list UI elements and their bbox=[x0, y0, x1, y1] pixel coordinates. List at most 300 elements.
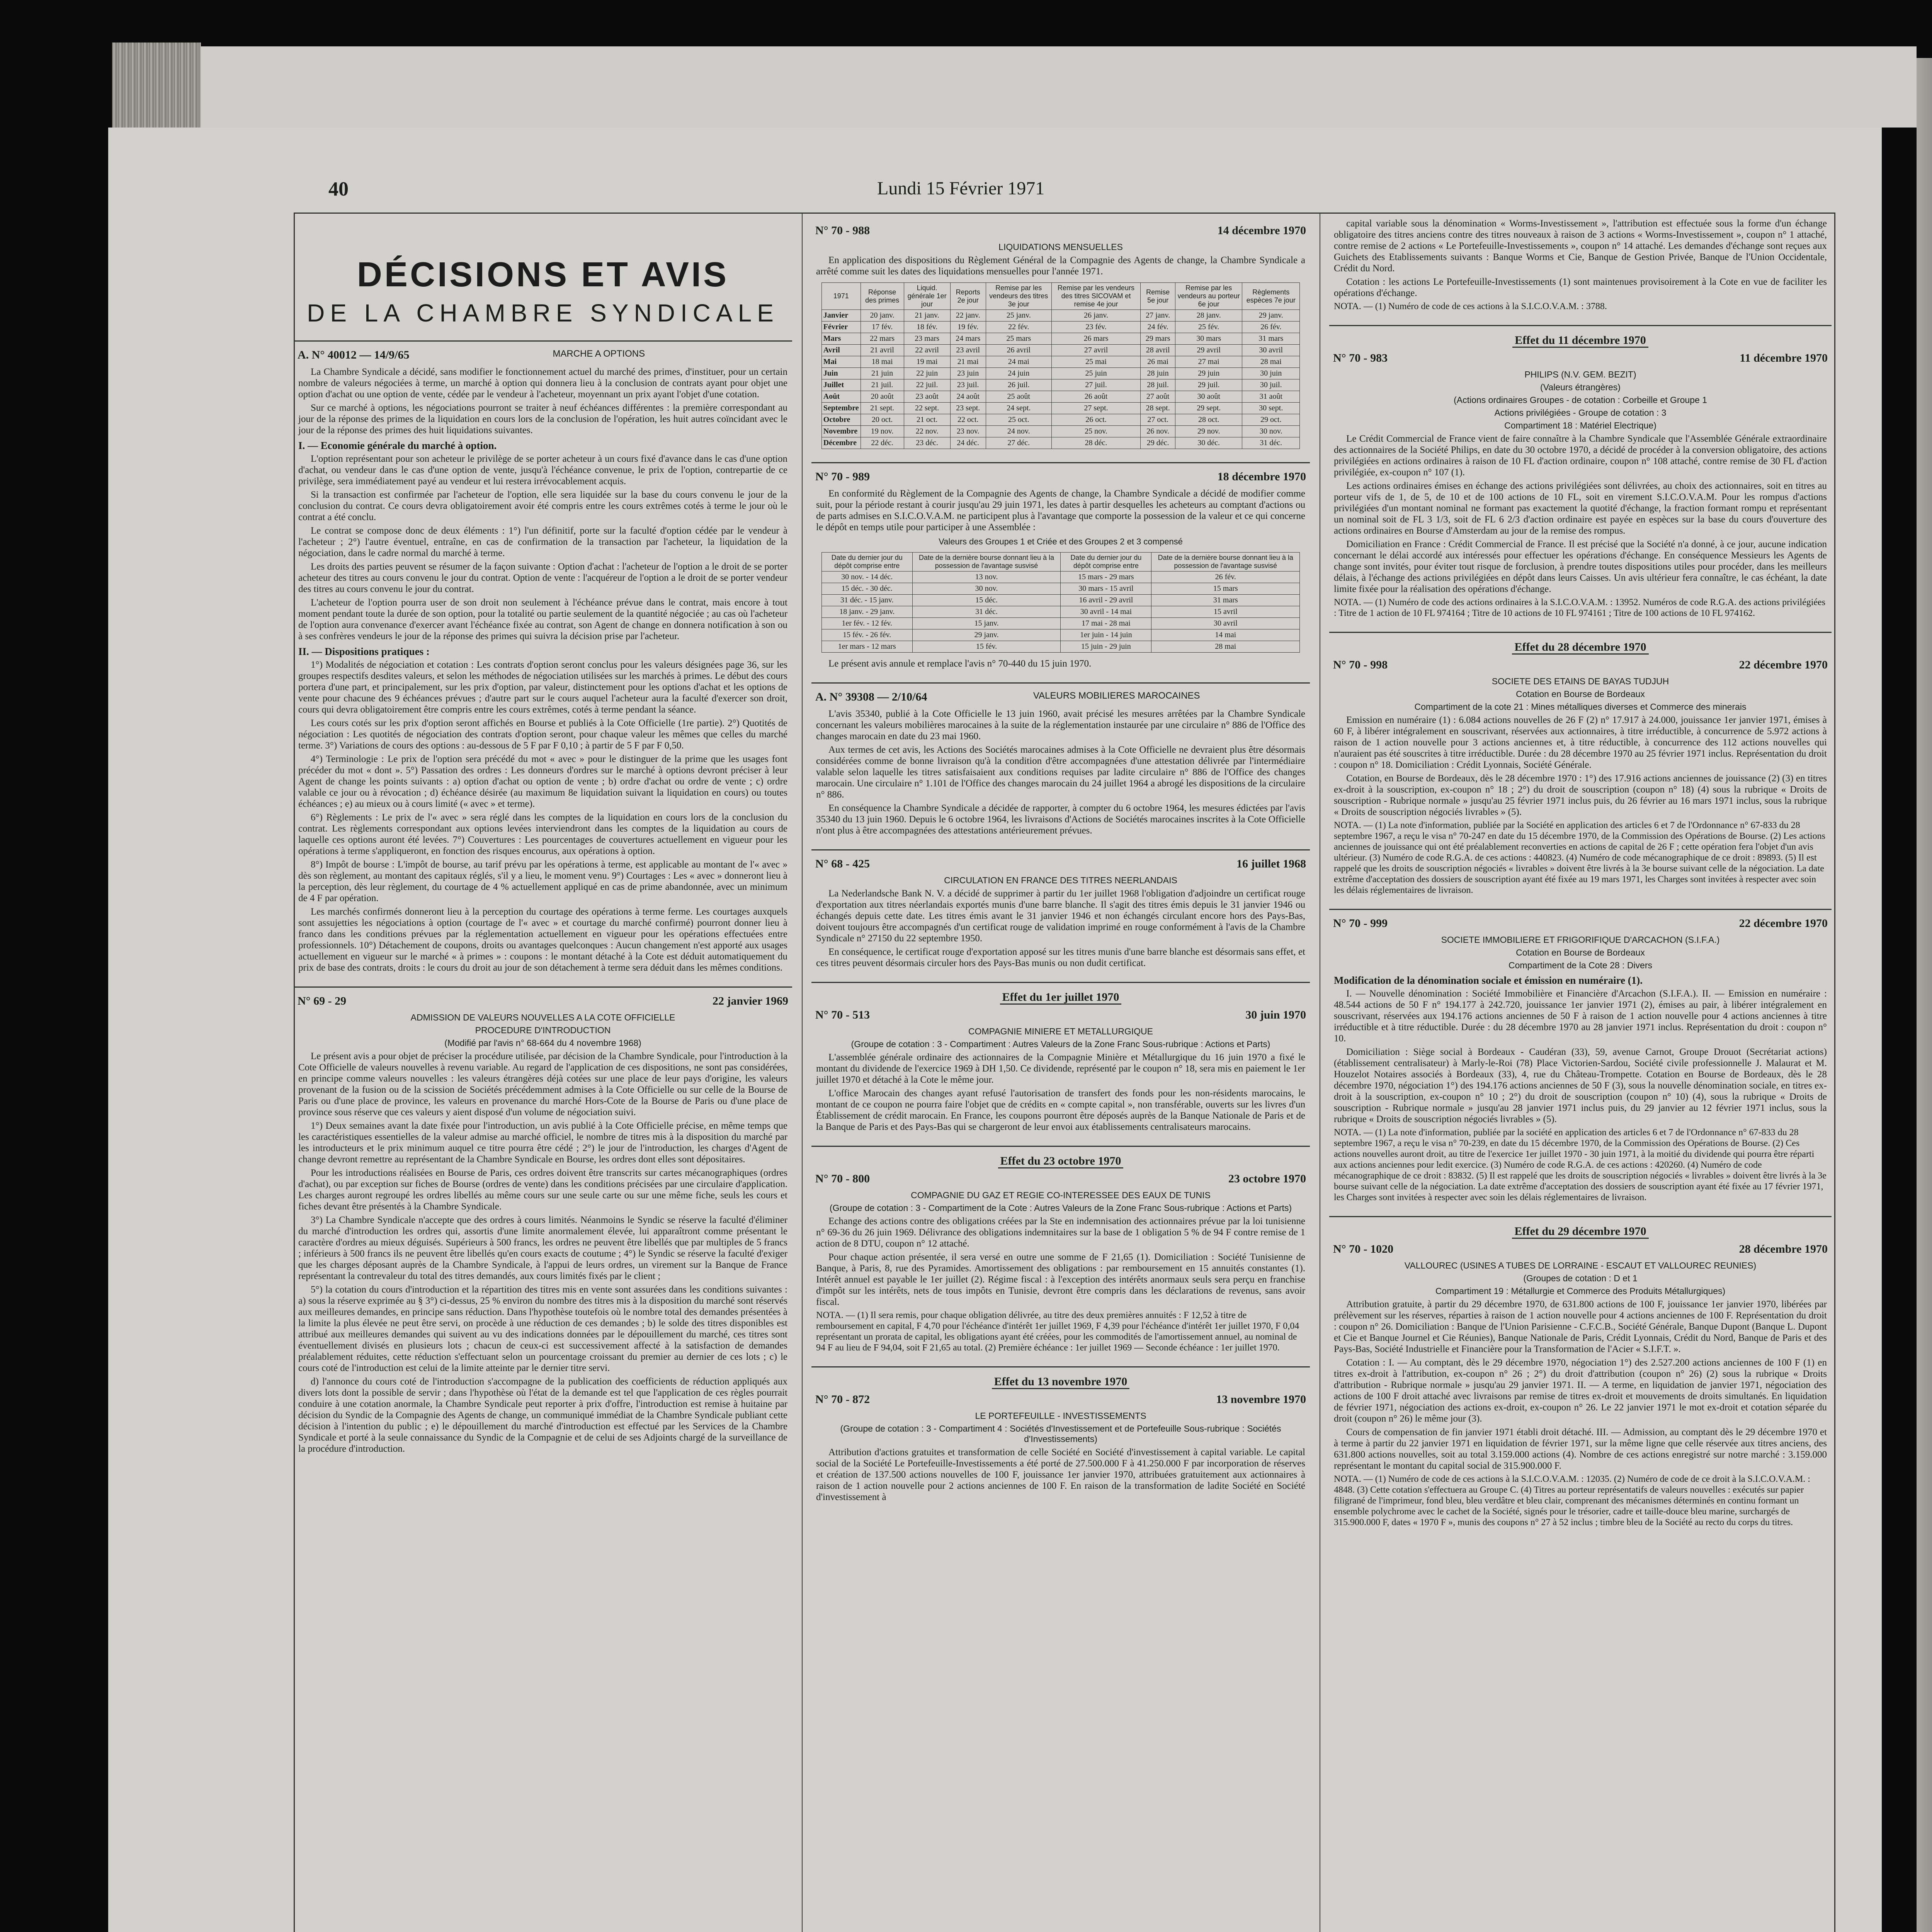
table-cell: 24 mars bbox=[950, 333, 986, 345]
table-cell: 24 mai bbox=[986, 356, 1051, 368]
table-cell: Juillet bbox=[821, 379, 861, 391]
table-row bbox=[821, 606, 1299, 618]
table-cell: 25 janv. bbox=[986, 310, 1051, 321]
table-cell: 20 oct. bbox=[861, 414, 904, 426]
table-cell: 29 sept. bbox=[1175, 403, 1242, 414]
table-cell: 29 janv. bbox=[1242, 310, 1300, 321]
divider bbox=[811, 462, 1310, 463]
notice-date: 13 novembre 1970 bbox=[1216, 1393, 1306, 1406]
table-cell: 23 nov. bbox=[950, 426, 986, 437]
table-cell: 23 juil. bbox=[950, 379, 986, 391]
table-cell: 30 juin bbox=[1242, 368, 1300, 379]
divider bbox=[1329, 632, 1832, 633]
table-cell: 20 août bbox=[861, 391, 904, 403]
paragraph: 8°) Impôt de bourse : L'impôt de bourse, au tarif prévu par les opérations à terme, est applicable au montant de l'« avec » dès son règlement, au montant des capitaux réglés, s'il y a lieu, le moment venu. 9°) Courtages : Les « avec » donneront lieu à la perception, dès leur règlement, du courtage de 4 % actuellement appliqué en cas de prime abandonnée, avec un minimum de 4 F par opération. bbox=[298, 859, 787, 903]
paragraph: En conséquence, le certificat rouge d'exportation apposé sur les titres munis d'une barre blanche est désormais sans effet, et ces titres peuvent désormais circuler hors des Pays-Bas munis ou non dudit certificat. bbox=[816, 947, 1305, 968]
notice-ref: N° 70 - 983 bbox=[1333, 352, 1388, 364]
table-row bbox=[821, 571, 1299, 583]
table-cell: 29 janv. bbox=[912, 629, 1061, 641]
notice-subtitle: Compartiment de la Cote 28 : Divers bbox=[1509, 960, 1652, 970]
notice-date: 18 décembre 1970 bbox=[1217, 470, 1306, 483]
table-row bbox=[821, 333, 1299, 345]
page-top-margin bbox=[201, 46, 1917, 128]
notice-modification: (Modifié par l'avis n° 68-664 du 4 novembre 1968) bbox=[444, 1038, 641, 1048]
table-cell: 30 nov. bbox=[912, 583, 1061, 595]
paragraph: L'acheteur de l'option pourra user de son droit non seulement à l'échéance prévue dans le contrat, mais encore à tout moment pendant toute la durée de son option, pour la totalité ou partie seulement de la quantité négociée ; au cas où l'acheteur de l'option aura convenance d'exercer avant l'échéance fixée au contrat, son Agent de change en donnera notification à son ou à ses confrères vendeurs le jour de la réponse des primes qui suivra la décision prise par l'acheteur. bbox=[298, 597, 787, 641]
notice-ref: A. N° 39308 — 2/10/64 bbox=[815, 690, 927, 703]
nota: NOTA. — (1) Numéro de code de ces actions à la S.I.C.O.V.A.M. : 12035. (2) Numéro de code de ce droit à la S.I.C.O.V.A.M. : 4848. (3) Cette cotation s'effectuera au Groupe C. (4) Titres au porteur représentatifs de valeurs nouvelles : exécutés sur papier filigrané de l'imprimeur, fond bleu, bleu verdâtre et bleu clair, comprenant des mécanismes déterminés en continu formant un ensemble polychrome avec le cachet de la Société, signés pour le trésorier, cadre et taille-douce bleu marine, surchargés de 315.900.000 F, dates « 1970 F », munis des coupons n° 27 à 52 inclus ; timbre bleu de la Société au recto du corps du titres. bbox=[1334, 1474, 1810, 1527]
table-cell: 28 déc. bbox=[1051, 437, 1140, 449]
table-cell: 29 juin bbox=[1175, 368, 1242, 379]
table-cell: Septembre bbox=[821, 403, 861, 414]
paragraph: La Chambre Syndicale a décidé, sans modifier le fonctionnement actuel du marché des primes, d'instituer, pour un certain nombre de valeurs négociées à terme, un marché à option qui donnera lieu à la conclusion de contrats ayant pour objet une option d'achat ou une option de vente, cédée par le vendeur à l'acheteur, moyennant un prix ayant l'objet d'une cotation. bbox=[298, 367, 787, 400]
table-cell: 29 déc. bbox=[1141, 437, 1175, 449]
table-cell: 17 fév. bbox=[861, 321, 904, 333]
paragraph: Attribution d'actions gratuites et transformation de celle Société en Société d'investissement à capital variable. Le capital social de la Société Le Portefeuille-Investissements a été porté de 27.500.000 F à 41.250.000 F par incorporation de réserves et création de 137.500 actions nouvelles de 100 F, jouissance 1er janvier 1970, attribuées gratuitement aux actionnaires à raison de 1 action nouvelle pour 2 actions anciennes de 100 F. En raison de la transformation de ladite Société en Société d'investissement à bbox=[816, 1447, 1305, 1502]
table-cell: 30 nov. - 14 déc. bbox=[821, 571, 912, 583]
table-cell: Avril bbox=[821, 345, 861, 356]
notice-header bbox=[815, 690, 1306, 704]
table-row bbox=[821, 321, 1299, 333]
table-cell: 27 janv. bbox=[1141, 310, 1175, 321]
table-cell: 22 déc. bbox=[861, 437, 904, 449]
table-cell: 28 juil. bbox=[1141, 379, 1175, 391]
notice-title: LE PORTEFEUILLE - INVESTISSEMENTS bbox=[975, 1411, 1146, 1421]
section-subtitle: DE LA CHAMBRE SYNDICALE bbox=[307, 299, 779, 327]
paragraph: 5°) la cotation du cours d'introduction et la répartition des titres mis en vente sont assurées dans les conditions suivantes : a) sous la réserve exprimée au § 3°) ci-dessus, 25 % environ du nombre des titres mis à la disposition du marché sont réservés aux meilleures demandes, en principe sans réduction. Dans l'hypothèse toutefois où le nombre total des demandes présentées à la limite la plus élevée ne peut être servi, on procède à une réduction de ces demandes ; b) le solde des titres disponibles est attribué aux meilleures demandes qui suivent au vu des indications données par le dépouillement du marché, ces titres sont éventuellement divisés en plusieurs lots ; chacun de ceux-ci est successivement affecté à la satisfaction de demandes préalablement réduites, cette réduction s'effectuant selon un pourcentage croissant du premier au dernier de ces lots ; c) le cours coté de l'introduction est celui de la limite atteinte par le dernier titre servi. bbox=[298, 1284, 787, 1373]
table-cell: 26 janv. bbox=[1051, 310, 1140, 321]
table-cell: 29 mars bbox=[1141, 333, 1175, 345]
table-cell: 18 janv. - 29 janv. bbox=[821, 606, 912, 618]
paragraph: Les actions ordinaires émises en échange des actions privilégiées sont délivrées, au choix des actionnaires, soit en titres au porteur vifs de 1, de 5, de 10 et de 100 actions de 10 FL, soit en virement S.I.C.O.V.A.M. Pour les rompus d'actions privilégiées d'un montant nominal ne formant pas exactement la quotité d'échange, la fraction formant rompu et représentant un nominal soit de FL 3 1/3, soit de FL 6 2/3 d'action ordinaire est payée en espèces sur la base du cours d'ouverture des actions ordinaires en Bourse d'Amsterdam au jour de la remise des rompus. bbox=[1334, 481, 1827, 536]
notice-header bbox=[1333, 658, 1828, 672]
notice-date: 22 décembre 1970 bbox=[1739, 917, 1828, 930]
page-content bbox=[294, 205, 1835, 1932]
effective-date-heading: Effet du 1er juillet 1970 bbox=[811, 991, 1310, 1004]
notice-date: 28 décembre 1970 bbox=[1739, 1243, 1828, 1255]
table-cell: 21 mai bbox=[950, 356, 986, 368]
divider bbox=[1329, 909, 1832, 910]
notice-header bbox=[815, 470, 1306, 483]
table-cell: 24 août bbox=[950, 391, 986, 403]
table-cell: 30 déc. bbox=[1175, 437, 1242, 449]
paragraph: Sur ce marché à options, les négociations pourront se traiter à neuf échéances différentes : la première correspondant au jour de la réponse des primes de la liquidation en cours lors de la conclusion de l'opération, les huit autres coïncidant avec le jour de la réponse des primes des huit liquidations suivantes. bbox=[298, 403, 787, 435]
effective-date-heading: Effet du 23 octobre 1970 bbox=[811, 1155, 1310, 1168]
table-cell: 30 avril bbox=[1242, 345, 1300, 356]
table-cell: Août bbox=[821, 391, 861, 403]
page-number: 40 bbox=[328, 178, 349, 200]
table-row bbox=[821, 368, 1299, 379]
table-cell: 21 juin bbox=[861, 368, 904, 379]
table-cell: 23 mars bbox=[904, 333, 950, 345]
table-cell: 26 nov. bbox=[1141, 426, 1175, 437]
table-cell: 21 avril bbox=[861, 345, 904, 356]
nota: NOTA. — (1) La note d'information, publiée par la Société en application des articles 6 et 7 de l'Ordonnance n° 67-833 du 28 septembre 1967, a reçu le visa n° 70-247 en date du 15 décembre 1970, de la Commission des Opérations de Bourse. (2) Les actions anciennes de jouissance qui ont été préalablement reconverties en actions de capital de 26 F ; cette opération fera l'objet d'un avis ultérieur. (3) Numéro de code R.G.A. de ces actions : 440823. (4) Numéro de code mécanographique de ce droit : 89893. (5) Il est rappelé que les droits de souscription négociés « livrables » doivent être livrés à la 3e bourse suivant celle de la négociation. La date extrême d'acceptation des dossiers de souscription ayant été fixée au 19 mars 1971, les Charges sont invitées à respecter avec soin les délais réglementaires de livraison. bbox=[1334, 820, 1825, 895]
effective-date-heading: Effet du 28 décembre 1970 bbox=[1329, 641, 1832, 654]
liquidation-table bbox=[821, 282, 1300, 449]
notice-date: 11 décembre 1970 bbox=[1740, 352, 1828, 364]
table-row bbox=[821, 426, 1299, 437]
table-cell: 1er mars - 12 mars bbox=[821, 641, 912, 653]
notice-subtitle: PROCEDURE D'INTRODUCTION bbox=[475, 1025, 611, 1035]
table-header-cell: 1971 bbox=[821, 283, 861, 310]
table-cell: 31 août bbox=[1242, 391, 1300, 403]
table-cell: 21 janv. bbox=[904, 310, 950, 321]
section-title: DÉCISIONS ET AVIS bbox=[357, 255, 729, 294]
notice-ref: N° 68 - 425 bbox=[815, 857, 870, 870]
table-cell: 15 fév. - 26 fév. bbox=[821, 629, 912, 641]
paragraph: Aux termes de cet avis, les Actions des Sociétés marocaines admises à la Cote Officielle ne devraient plus être désormais considérées comme de bonne livraison qu'à la condition d'être accompagnées d'une attestation délivrée par l'intermédiaire valable selon laquelle les titres satisfaisaient aux conditions requises par ladite circulaire n° 886 de l'Office des changes marocain. Une circulaire n° 1.101 de l'Office des changes marocain du 24 juillet 1964 a abrogé les dispositions de la circulaire n° 886. bbox=[816, 745, 1305, 800]
table-header-cell: Date du dernier jour du dépôt comprise entre bbox=[1061, 553, 1151, 571]
paragraph: I. — Nouvelle dénomination : Société Immobilière et Financière d'Arcachon (S.I.F.A.). II. — Emission en numéraire : 48.544 actions de 50 F n° 194.177 à 242.720, jouissance 1er janvier 1971 (2), émises au pair, à libérer intégralement en souscrivant, réservées aux 194.176 actions anciennes de 50 F à raison de 1 action nouvelle pour 4 actions anciennes à titre irréductible et à titre réductible. Durée : du 28 décembre 1970 au 28 janvier 1971 inclus. Représentation du droit : coupon n° 10. bbox=[1334, 988, 1827, 1044]
table-cell: 24 fév. bbox=[1141, 321, 1175, 333]
effective-date-heading: Effet du 11 décembre 1970 bbox=[1329, 334, 1832, 347]
table-cell: 25 mai bbox=[1051, 356, 1140, 368]
table-caption: Valeurs des Groupes 1 et Criée et des Groupes 2 et 3 compensé bbox=[939, 537, 1183, 546]
table-cell: 29 juil. bbox=[1175, 379, 1242, 391]
table-cell: 21 juil. bbox=[861, 379, 904, 391]
table-cell: 30 mars - 15 avril bbox=[1061, 583, 1151, 595]
paragraph: capital variable sous la dénomination « Worms-Investissement », l'attribution est effectuée sous la forme d'un échange obligatoire des titres anciens contre des titres nouveaux à raison de 3 actions « Worms-Investissement », coupon n° 1 attaché, contre remise de 2 actions « Le Portefeuille-Investissements », coupon n° 14 attaché. Les demandes d'échange sont reçues aux Guichets des Etablissements suivants : Banque Worms et Cie, Banque de Gestion Privée, Banque de l'Union Occidentale, Crédit du Nord. bbox=[1334, 218, 1827, 274]
table-header-row bbox=[821, 283, 1299, 310]
paragraph: Domiciliation : Siège social à Bordeaux - Caudéran (33), 59, avenue Carnot, Groupe Drouot (Secrétariat actions) (établissement centralisateur) à Marly-le-Roi (78) Place Victorien-Sardou, Société civile professionnelle J. Malaurat et M. Houzelot Notaires associés à Bordeaux (33), 4, rue du Château-Trompette. Cotation en Bourse de Bordeaux, dès le 28 décembre 1970, négociation 1°) des 194.176 actions anciennes de 50 F (3), sous la nouvelle dénomination sociale, en titres ex-droit à la souscription, ex-coupon n° 10 ; 2°) du droit de souscription (coupon n° 10) (4), sous la rubrique « Droits de souscription - Rubrique normale » jusqu'au 28 janvier 1971 inclus puis, du 29 janvier au 12 février 1971 inclus, sous la rubrique « Droits de souscription négociés livrables » (5). bbox=[1334, 1047, 1827, 1124]
notice-ref: N° 70 - 998 bbox=[1333, 658, 1388, 671]
table-cell: 15 janv. bbox=[912, 618, 1061, 629]
paragraph: 4°) Terminologie : Le prix de l'option sera précédé du mot « avec » pour le distinguer de la prime que les usages font précéder du mot « dont ». 5°) Passation des ordres : Les donneurs d'ordres sur le marché à options devront préciser à leur Agent de change les points suivants : a) option d'achat ou option de vente ; b) ordre d'achat ou ordre de vente ; c) ordre valable ce jour ou à révocation ; d) échéance désirée (au maximum 8e liquidation suivant la liquidation en cours) ou toutes échéances ; e) au mieux ou à cours limité (« avec » et terme). bbox=[298, 754, 787, 809]
table-cell: 22 mars bbox=[861, 333, 904, 345]
table-header-row bbox=[821, 553, 1299, 571]
effective-date-heading: Effet du 29 décembre 1970 bbox=[1329, 1225, 1832, 1238]
divider bbox=[1329, 325, 1832, 326]
section-heading: I. — Economie générale du marché à option. bbox=[298, 440, 497, 451]
table-cell: 22 sept. bbox=[904, 403, 950, 414]
notice-subtitle: Cotation en Bourse de Bordeaux bbox=[1516, 947, 1645, 957]
paragraph: 1°) Modalités de négociation et cotation : Les contrats d'option seront conclus pour les valeurs désignées page 36, sur les groupes respectifs desdites valeurs, et selon les méthodes de négociation utilisées sur les marchés à primes. Le début des cours portera d'une part, et principalement, sur les prix d'option, par valeur, distinctement pour les options d'achat et les options de vente pour chacune des 9 échéances prévues ; d'autre part sur le cours auquel l'acheteur aura la faculté d'exercer son droit, cours qui devra obligatoirement être compris entre les cours extrêmes, cotés à terme pendant la séance. bbox=[298, 660, 787, 715]
table-cell: 26 août bbox=[1051, 391, 1140, 403]
table-cell: 26 juil. bbox=[986, 379, 1051, 391]
table-cell: 30 avril - 14 mai bbox=[1061, 606, 1151, 618]
table-cell: 29 oct. bbox=[1242, 414, 1300, 426]
table-cell: 21 sept. bbox=[861, 403, 904, 414]
table-cell: Octobre bbox=[821, 414, 861, 426]
notice-subtitle: (Groupe de cotation : 3 - Compartiment de la Cote : Autres Valeurs de la Zone Franc Sous-rubrique : Actions et Parts) bbox=[829, 1203, 1292, 1213]
notice-label: VALEURS MOBILIERES MAROCAINES bbox=[1033, 690, 1200, 701]
paragraph: d) l'annonce du cours coté de l'introduction s'accompagne de la publication des coefficients de réduction appliqués aux divers lots dont la possible de servir ; dans l'hypothèse où l'état de la demande est tel que l'application de ces règles pourrait conduire à une cotation anormale, la Chambre Syndicale peut reporter à prix d'offre, l'introduction est remise à huitaine par décision du Syndic de la Compagnie des Agents de change, un communiqué immédiat de la Chambre Syndicale publiant cette décision à l'intention du public ; e) le dépouillement du marché d'introduction est effectué par les Services de la Chambre Syndicale et porté à la seule connaissance du Syndic de la Compagnie et de celui de ses Adjoints chargé de la surveillance de la procédure d'introduction. bbox=[298, 1376, 787, 1454]
notice-label: MARCHE A OPTIONS bbox=[553, 349, 645, 359]
notice-header bbox=[815, 1393, 1306, 1406]
table-cell: 26 fév. bbox=[1151, 571, 1300, 583]
paragraph: Emission en numéraire (1) : 6.084 actions nouvelles de 26 F (2) n° 17.917 à 24.000, jouissance 1er janvier 1971, émises à 60 F, à libérer intégralement en souscrivant, réservées aux actionnaires, à titre irréductible, à concurrence de 5.972 actions à raison de 1 action nouvelle pour 3 actions anciennes et, à titre réductible, à concurrence des 112 actions nouvelles qui n'auraient pas été souscrites à titre irréductible. Durée : du 28 décembre 1970 au 25 février 1971 inclus. Représentation du droit : coupon n° 18. Domiciliation : Crédit Lyonnais, Société Générale. bbox=[1334, 715, 1827, 770]
paragraph: 3°) La Chambre Syndicale n'accepte que des ordres à cours limités. Néanmoins le Syndic se réserve la faculté d'éliminer du marché d'introduction les ordres qui, assortis d'une limite anormalement élevée, lui apparaîtront comme présentant le caractère d'ordres au mieux déguisés. Supérieurs à 500 francs, les ordres ne peuvent être libellés que par multiples de 5 francs ; inférieurs à 500 francs ils ne peuvent être libellés qu'en cours exacts de coutume ; 4°) le Syndic se réserve la faculté d'exiger que les charges déposant auprès de la Chambre Syndicale, à l'appui de leurs ordres, un virement sur la Banque de France représentant la contrevaleur du total des titres demandés, aux cours limités fixés par le client ; bbox=[298, 1215, 787, 1281]
notice-subtitle: (Valeurs étrangères) bbox=[1540, 382, 1621, 392]
notice-header bbox=[1333, 917, 1828, 930]
table-cell: 24 déc. bbox=[950, 437, 986, 449]
table-cell: 27 avril bbox=[1051, 345, 1140, 356]
table-cell: 25 nov. bbox=[1051, 426, 1140, 437]
table-cell: 30 nov. bbox=[1242, 426, 1300, 437]
notice-subtitle: (Groupe de cotation : 3 - Compartiment 4 : Sociétés d'Investissement et de Portefeuille Sous-rubrique : Sociétés d'Investissements) bbox=[840, 1423, 1281, 1444]
table-cell: 23 août bbox=[904, 391, 950, 403]
paragraph: Attribution gratuite, à partir du 29 décembre 1970, de 631.800 actions de 100 F, jouissance 1er janvier 1970, libérées par prélèvement sur les réserves, réparties à raison de 1 action nouvelle pour 4 actions anciennes de 100 F. Représentation du droit : coupon n° 26. Domiciliation : Banque de l'Union Parisienne - C.F.C.B., Société Générale, Banque Dupont (Banque L. Dupont et Cie et Banque Journel et Cie Réunies), Banque Nationale de Paris, Crédit Lyonnais, Crédit du Nord, Banque de Paris et des Pays-Bas, Société Industrielle et Financière pour la Transformation de l'Acier « S.I.F.T. ». bbox=[1334, 1299, 1827, 1354]
table-row bbox=[821, 379, 1299, 391]
table-header-cell: Réponse des primes bbox=[861, 283, 904, 310]
table-header-cell: Reports 2e jour bbox=[950, 283, 986, 310]
table-cell: 25 oct. bbox=[986, 414, 1051, 426]
table-cell: 26 avril bbox=[986, 345, 1051, 356]
column-1 bbox=[294, 213, 792, 1932]
divider bbox=[811, 982, 1310, 983]
notice-date: 22 janvier 1969 bbox=[712, 995, 788, 1007]
table-row bbox=[821, 618, 1299, 629]
paragraph: Le présent avis annule et remplace l'avis n° 70-440 du 15 juin 1970. bbox=[828, 658, 1092, 669]
paragraph: L'office Marocain des changes ayant refusé l'autorisation de transfert des fonds pour les non-résidents marocains, le montant de ce coupon ne pourra faire l'objet que de crédits en « compte capital », non transférable, ouverts sur les livres d'un Établissement de crédit marocain. En France, les coupons pourront être déposés auprès de la Banque Nationale de Paris et de la Banque de Paris et des Pays-Bas qui se chargeront de leur envoi aux établissements centralisateurs marocains. bbox=[816, 1088, 1305, 1132]
table-cell: 24 nov. bbox=[986, 426, 1051, 437]
notice-ref: N° 70 - 872 bbox=[815, 1393, 870, 1406]
table-cell: 27 mai bbox=[1175, 356, 1242, 368]
table-cell: 15 déc. - 30 déc. bbox=[821, 583, 912, 595]
table-cell: 15 mars bbox=[1151, 583, 1300, 595]
notice-title: SOCIETE DES ETAINS DE BAYAS TUDJUH bbox=[1492, 676, 1669, 686]
table-cell: 23 déc. bbox=[904, 437, 950, 449]
running-head bbox=[328, 178, 1835, 205]
table-cell: 18 mai bbox=[861, 356, 904, 368]
effective-date-heading: Effet du 13 novembre 1970 bbox=[811, 1375, 1310, 1388]
table-cell: 27 déc. bbox=[986, 437, 1051, 449]
table-cell: 28 avril bbox=[1141, 345, 1175, 356]
paragraph: Pour les introductions réalisées en Bourse de Paris, ces ordres doivent être transcrits sur cartes mécanographiques (ordres d'achat), ou par exception sur fiches de Bourse (ordres de vente) dans les conditions précisées par une circulaire d'application. Les charges auront regroupé les ordres libellés au même cours sur une seule carte ou sur une même fiche, seuls les cours et fiches devant être présentés à la Chambre Syndicale. bbox=[298, 1168, 787, 1212]
notice-title: PHILIPS (N.V. GEM. BEZIT) bbox=[1524, 369, 1636, 379]
table-cell: 23 avril bbox=[950, 345, 986, 356]
notice-title: VALLOUREC (USINES A TUBES DE LORRAINE - ESCAUT ET VALLOUREC REUNIES) bbox=[1404, 1260, 1757, 1270]
paragraph: Les droits des parties peuvent se résumer de la façon suivante : Option d'achat : l'acheteur de l'option a le droit de se porter acheteur des titres au cours convenu le jour du contrat. Option de vente : l'acquéreur de l'option a le droit de se porter vendeur des titres au cours convenu le jour du contrat. bbox=[298, 561, 787, 594]
table-cell: 27 sept. bbox=[1051, 403, 1140, 414]
notice-date: 14 décembre 1970 bbox=[1217, 224, 1306, 237]
paragraph: Cotation, en Bourse de Bordeaux, dès le 28 décembre 1970 : 1°) des 17.916 actions anciennes de jouissance (2) (3) en titres ex-droit à la souscription, ex-coupon n° 18 ; 2°) du droit de souscription (coupon n° 18) (4) sous la rubrique « Droits de souscription - Rubrique normale » jusqu'au 25 février 1971 inclus puis, du 26 février au 16 mars 1971 inclus, sous la rubrique « Droits de souscription négociés livrables » (5). bbox=[1334, 773, 1827, 817]
notice-title: ADMISSION DE VALEURS NOUVELLES A LA COTE OFFICIELLE bbox=[410, 1012, 675, 1022]
notice-header bbox=[815, 857, 1306, 871]
table-cell: 30 sept. bbox=[1242, 403, 1300, 414]
table-cell: 30 avril bbox=[1151, 618, 1300, 629]
divider bbox=[811, 849, 1310, 850]
notice-subtitle: (Groupe de cotation : 3 - Compartiment : Autres Valeurs de la Zone Franc Sous-rubrique : Actions et Parts) bbox=[851, 1039, 1270, 1049]
divider bbox=[294, 340, 792, 342]
table-cell: 25 fév. bbox=[1175, 321, 1242, 333]
notice-title: COMPAGNIE DU GAZ ET REGIE CO-INTERESSEE DES EAUX DE TUNIS bbox=[911, 1190, 1211, 1200]
divider bbox=[811, 1366, 1310, 1367]
paragraph: L'assemblée générale ordinaire des actionnaires de la Compagnie Minière et Métallurgique du 16 juin 1970 a fixé le montant du dividende de l'exercice 1969 à DH 1,50. Ce dividende, représenté par le coupon n° 18, sera mis en paiement le 1er juillet 1970 et détaché à la Cote le même jour. bbox=[816, 1052, 1305, 1085]
table-cell: 26 fév. bbox=[1242, 321, 1300, 333]
notice-header bbox=[298, 995, 788, 1008]
notice-date: 22 décembre 1970 bbox=[1739, 658, 1828, 671]
nota: NOTA. — (1) La note d'information, publiée par la société en application des articles 6 et 7 de l'Ordonnance n° 67-833 du 28 septembre 1967, a reçu le visa n° 70-239, en date du 15 décembre 1970, de la Commission des Opérations de Bourse. (2) Ces actions nouvelles auront droit, au titre de l'exercice 1er juillet 1970 - 30 juin 1971, à la moitié du dividende qui pourra être réparti aux actions anciennes pour ledit exercice. (3) Numéro de code R.G.A. de ces actions : 420260. (4) Numéro de code mécanographique de ce droit : 83832. (5) Il est rappelé que les droits de souscription négociés « livrables » doivent être livrés à la 3e bourse suivant celle de la négociation. La date extrême d'acceptation des dossiers de souscription ayant été fixée au 17 février 1971, les Charges sont invitées à respecter avec soin les délais réglementaires de livraison. bbox=[1334, 1128, 1827, 1202]
nota: NOTA. — (1) Numéro de code de ces actions à la S.I.C.O.V.A.M. : 3788. bbox=[1334, 301, 1607, 311]
table-cell: 31 mars bbox=[1151, 595, 1300, 606]
table-row bbox=[821, 414, 1299, 426]
table-cell: 29 nov. bbox=[1175, 426, 1242, 437]
paragraph: En conformité du Règlement de la Compagnie des Agents de change, la Chambre Syndicale a décidé de modifier comme suit, pour la période restant à courir jusqu'au 29 juin 1971, les dates à partir desquelles les acheteurs au comptant d'actions ou de parts admises en S.I.C.O.V.A.M. ne participent plus à l'avantage que comporte la possession de la valeur et ce qui concerne le dépôt en temps utile pour participer à une Assemblée : bbox=[816, 488, 1305, 532]
table-cell: 22 nov. bbox=[904, 426, 950, 437]
divider bbox=[811, 682, 1310, 684]
paragraph: Le Crédit Commercial de France vient de faire connaître à la Chambre Syndicale que l'Assemblée Générale extraordinaire des actionnaires de la Société Philips, en date du 30 octobre 1970, a décidé de procéder à la conversion obligatoire, des actions privilégiées en actions ordinaires à raison de 10 FL d'action ordinaire, coupon n° 108 attaché, contre remise de 30 FL d'action privilégiée, ex-coupon n° 107 (1). bbox=[1334, 434, 1827, 478]
notice-ref: N° 70 - 1020 bbox=[1333, 1243, 1394, 1255]
table-cell: 15 fév. bbox=[912, 641, 1061, 653]
table-header-cell: Remise par les vendeurs des titres SICOVAM et remise 4e jour bbox=[1051, 283, 1140, 310]
table-cell: Janvier bbox=[821, 310, 861, 321]
table-cell: Février bbox=[821, 321, 861, 333]
table-cell: 28 oct. bbox=[1175, 414, 1242, 426]
table-cell: 21 oct. bbox=[904, 414, 950, 426]
table-cell: 27 juil. bbox=[1051, 379, 1140, 391]
table-cell: 27 oct. bbox=[1141, 414, 1175, 426]
table-cell: 13 nov. bbox=[912, 571, 1061, 583]
paragraph: 6°) Règlements : Le prix de l'« avec » sera réglé dans les comptes de la liquidation en cours lors de la conclusion du contrat. Les règlements correspondant aux options levées interviendront dans les comptes de la liquidation au cours de laquelle ces options auront été levées. 7°) Couvertures : Les pourcentages de couvertures actuellement en vigueur pour les opérations à terme s'appliqueront, en fonction des risques encourus, aux opérations à option. bbox=[298, 812, 787, 856]
table-cell: 28 mai bbox=[1242, 356, 1300, 368]
table-cell: 15 déc. bbox=[912, 595, 1061, 606]
table-cell: 15 avril bbox=[1151, 606, 1300, 618]
table-cell: 30 mars bbox=[1175, 333, 1242, 345]
table-row bbox=[821, 356, 1299, 368]
notice-subtitle: Compartiment 18 : Matériel Electrique) bbox=[1504, 420, 1656, 430]
paragraph: Les cours cotés sur les prix d'option seront affichés en Bourse et publiés à la Cote Officielle (1re partie). 2°) Quotités de négociation : Les quotités de négociation des contrats d'option seront, pour chaque valeur les mêmes que celles du marché terme. 3°) Variations de cours des options : au-dessous de 5 F par F 0,10 ; à partir de 5 F par F 0,50. bbox=[298, 718, 787, 751]
table-cell: 14 mai bbox=[1151, 629, 1300, 641]
table-cell: 28 mai bbox=[1151, 641, 1300, 653]
table-cell: Juin bbox=[821, 368, 861, 379]
table-cell: 25 juin bbox=[1051, 368, 1140, 379]
table-row bbox=[821, 345, 1299, 356]
paragraph: Le contrat se compose donc de deux éléments : 1°) l'un définitif, porte sur la faculté d'option cédée par le vendeur à l'acheteur ; 2°) l'autre éventuel, entraîne, en cas de confirmation de la transaction par l'acheteur, la liquidation de la négociation, dans le cadre normal du marché à terme. bbox=[298, 526, 787, 558]
book-page-edge bbox=[1917, 58, 1932, 1932]
paragraph: L'avis 35340, publié à la Cote Officielle le 13 juin 1960, avait précisé les mesures arrêtées par la Chambre Syndicale concernant les valeurs mobilières marocaines à la suite de la réglementation instaurée par une circulaire n° 886 de l'Office des changes marocain en date du 23 mai 1960. bbox=[816, 709, 1305, 742]
table-cell: 19 nov. bbox=[861, 426, 904, 437]
notice-header bbox=[1333, 1243, 1828, 1256]
paragraph: Echange des actions contre des obligations créées par la Ste en indemnisation des actionnaires prévue par la loi tunisienne n° 69-36 du 26 juin 1969. Délivrance des obligations indemnitaires sur la base de 1 obligation 5 % de 94 F contre remise de 1 action de 8 DTU, coupon n° 12 attaché. bbox=[816, 1216, 1305, 1249]
table-header-cell: Liquid. générale 1er jour bbox=[904, 283, 950, 310]
paragraph: Cotation : I. — Au comptant, dès le 29 décembre 1970, négociation 1°) des 2.527.200 actions anciennes de 100 F (1) en titres ex-droit à l'attribution, ex-coupon n° 26 ; 2°) du droit d'attribution (coupon n° 26) (2) sous la rubrique « Droits d'attribution - Rubrique normale » jusqu'au 29 janvier 1971. II. — A terme, en liquidation de janvier 1971, négociation des actions de 100 F droit attaché avec livraisons par remise de titres ex-droit et mouvements de droits simultanés. En liquidation de février 1971, négociation des actions ex-droit, ex-coupon n° 26. Le 22 janvier 1971 le mot ex-droit et cotation séparée du droit (coupon n° 26) le même jour (3). bbox=[1334, 1357, 1827, 1424]
notice-subtitle: Actions privilégiées - Groupe de cotation : 3 bbox=[1494, 408, 1667, 418]
section-heading: II. — Dispositions pratiques : bbox=[298, 646, 430, 657]
table-cell: 31 déc. bbox=[1242, 437, 1300, 449]
table-cell: 22 juil. bbox=[904, 379, 950, 391]
table-row bbox=[821, 595, 1299, 606]
paragraph: L'option représentant pour son acheteur le privilège de se porter acheteur à un cours fixé d'avance dans le cas d'une option d'achat, ou vendeur dans le cas d'une option de vente, jusqu'à l'échéance convenue, le prix de l'option, contrepartie de ce privilège, sera immédiatement payé au vendeur et lui restera irrévocablement acquis. bbox=[298, 454, 787, 486]
table-header-cell: Date de la dernière bourse donnant lieu à la possession de l'avantage susvisé bbox=[912, 553, 1061, 571]
table-row bbox=[821, 403, 1299, 414]
table-cell: 31 déc. - 15 janv. bbox=[821, 595, 912, 606]
table-cell: 22 avril bbox=[904, 345, 950, 356]
notice-title: CIRCULATION EN FRANCE DES TITRES NEERLANDAIS bbox=[944, 875, 1177, 885]
notice-ref: N° 70 - 800 bbox=[815, 1172, 870, 1185]
deposit-table bbox=[821, 552, 1300, 653]
notice-subtitle: Cotation en Bourse de Bordeaux bbox=[1516, 689, 1645, 699]
table-header-cell: Règlements espèces 7e jour bbox=[1242, 283, 1300, 310]
table-cell: 16 avril - 29 avril bbox=[1061, 595, 1151, 606]
table-cell: 23 juin bbox=[950, 368, 986, 379]
table-header-cell: Date du dernier jour du dépôt comprise entre bbox=[821, 553, 912, 571]
table-header-cell: Remise 5e jour bbox=[1141, 283, 1175, 310]
paragraph: Les marchés confirmés donneront lieu à la perception du courtage des opérations à terme ferme. Les courtages auxquels sont assujetties les négociations à option (courtage de l'« avec » et courtage du marché confirmé) pourront donner lieu à franco dans les conditions prévues par la réglementation actuellement en vigueur pour les opérations effectuées entre professionnels. 10°) Détachement de coupons, droits ou avantages quelconques : Aucun changement n'est apporté aux usages actuellement en vigueur sur le marché « à primes » : coupons : le montant détaché à la Cote est déduit automatiquement du prix de base des contrats, droits : le cours du droit au jour de son détachement à terme sera déduit dans les mêmes conditions. bbox=[298, 906, 787, 973]
column-rule bbox=[802, 213, 803, 1932]
table-cell: 15 juin - 29 juin bbox=[1061, 641, 1151, 653]
table-cell: 25 mars bbox=[986, 333, 1051, 345]
table-cell: 26 mars bbox=[1051, 333, 1140, 345]
notice-ref: N° 70 - 513 bbox=[815, 1009, 870, 1021]
table-cell: 24 sept. bbox=[986, 403, 1051, 414]
table-cell: 17 mai - 28 mai bbox=[1061, 618, 1151, 629]
paragraph: 1°) Deux semaines avant la date fixée pour l'introduction, un avis publié à la Cote Officielle précise, en même temps que les caractéristiques essentielles de la valeur admise au marché officiel, le nombre de titres mis à la disposition du marché par les introducteurs et le prix minimum auquel ce titre pourra être cédé ; 2°) le jour de l'introduction, les charges d'Agent de change devront remettre au représentant de la Chambre Syndicale en Bourse, les ordres dont elles sont dépositaires. bbox=[298, 1121, 787, 1165]
table-row bbox=[821, 310, 1299, 321]
table-cell: 28 janv. bbox=[1175, 310, 1242, 321]
table-cell: Mars bbox=[821, 333, 861, 345]
table-cell: 28 sept. bbox=[1141, 403, 1175, 414]
nota: NOTA. — (1) Numéro de code des actions ordinaires à la S.I.C.O.V.A.M. : 13952. Numéros de code R.G.A. des actions privilégiées : Titre de 1 action de 10 FL 974164 ; Titre de 10 actions de 10 FL 974161 ; Titre de 100 actions de 10 FL 974162. bbox=[1334, 597, 1826, 618]
notice-ref: N° 70 - 988 bbox=[815, 224, 870, 237]
table-cell: 1er fév. - 12 fév. bbox=[821, 618, 912, 629]
table-cell: 19 mai bbox=[904, 356, 950, 368]
table-cell: 22 oct. bbox=[950, 414, 986, 426]
table-row bbox=[821, 629, 1299, 641]
paragraph: Pour chaque action présentée, il sera versé en outre une somme de F 21,65 (1). Domiciliation : Société Tunisienne de Banque, à Paris, 8, rue des Pyramides. Amortissement des obligations : par remboursement en 15 annuités constantes (1). Intérêt annuel est payable le 1er juillet (2). Régime fiscal : à l'exception des intérêts anormaux seuls sera perçu en franchise d'impôt sur les intérêts, nets de tous impôts en Tunisie, devront être compris dans les déclarations de revenus, sans avoir fiscal. bbox=[816, 1252, 1305, 1307]
notice-header bbox=[298, 349, 788, 362]
notice-subtitle: (Actions ordinaires Groupes - de cotation : Corbeille et Groupe 1 bbox=[1454, 395, 1707, 405]
table-cell: 22 janv. bbox=[950, 310, 986, 321]
table-cell: 20 janv. bbox=[861, 310, 904, 321]
paragraph: Si la transaction est confirmée par l'acheteur de l'option, elle sera liquidée sur la base du cours convenu le jour de la conclusion du contrat. Ce cours devra obligatoirement avoir été compris entre les cours extrêmes cotés à terme le jour où le contrat a été conclu. bbox=[298, 490, 787, 522]
divider bbox=[1329, 1216, 1832, 1217]
table-cell: 19 fév. bbox=[950, 321, 986, 333]
table-cell: 23 sept. bbox=[950, 403, 986, 414]
paragraph: La Nederlandsche Bank N. V. a décidé de supprimer à partir du 1er juillet 1968 l'obligation d'adjoindre un certificat rouge d'exportation aux titres néerlandais exportés munis d'une barre blanche. Il s'agit des titres émis depuis le 31 janvier 1946 ou échangés depuis cette date. Les titres émis avant le 31 janvier 1946 et non échangés circulant encore hors des Pays-Bas, doivent toujours être accompagnés d'un certificat rouge de validation imprimé en rouge conformément à l'avis de la Chambre Syndicale n° 27150 du 22 septembre 1950. bbox=[816, 888, 1305, 944]
table-cell: 18 fév. bbox=[904, 321, 950, 333]
paragraph: Domiciliation en France : Crédit Commercial de France. Il est précisé que la Société n'a donné, à ce jour, aucune indication concernant le délai accordé aux intéressés pour effectuer les opérations d'échange. En conséquence Messieurs les Agents de change sont invités, pour éviter tout risque de forclusion, à prendre toutes dispositions utiles pour procéder, dans les meilleurs délais, à l'échange des actions privilégiées en dépôt dans leurs Caisses. Un avis ultérieur fera connaître, le cas échéant, la date limite fixée pour la réalisation des opérations d'échange. bbox=[1334, 539, 1827, 594]
table-cell: 22 juin bbox=[904, 368, 950, 379]
table-cell: Mai bbox=[821, 356, 861, 368]
table-cell: Novembre bbox=[821, 426, 861, 437]
notice-title: COMPAGNIE MINIERE ET METALLURGIQUE bbox=[968, 1026, 1153, 1036]
table-cell: 22 fév. bbox=[986, 321, 1051, 333]
nota: NOTA. — (1) Il sera remis, pour chaque obligation délivrée, au titre des deux premières annuités : F 12,52 à titre de remboursement en capital, F 4,70 pour l'échéance d'intérêt 1er juillet 1969, F 4,39 pour l'échéance d'intérêt 1er juillet 1970, F 0,04 représentant un prorata de capital, les obligations ayant été créées, pour les commodités de l'amortissement annuel, au nominal de 94 F au lieu de F 94,04, soit F 21,65 au total. (2) Première échéance : 1er juillet 1969 — Seconde échéance : 1er juillet 1970. bbox=[816, 1310, 1299, 1353]
notice-ref: N° 69 - 29 bbox=[298, 995, 347, 1007]
table-cell: 27 août bbox=[1141, 391, 1175, 403]
notice-ref: N° 70 - 989 bbox=[815, 470, 870, 483]
section-heading: Modification de la dénomination sociale et émission en numéraire (1). bbox=[1334, 975, 1643, 986]
notice-date: 23 octobre 1970 bbox=[1228, 1172, 1306, 1185]
table-row bbox=[821, 641, 1299, 653]
notice-header bbox=[1333, 352, 1828, 365]
issue-date: Lundi 15 Février 1971 bbox=[877, 178, 1045, 199]
table-cell: Décembre bbox=[821, 437, 861, 449]
table-row bbox=[821, 583, 1299, 595]
table-header-cell: Remise par les vendeurs des titres 3e jour bbox=[986, 283, 1051, 310]
table-cell: 26 oct. bbox=[1051, 414, 1140, 426]
table-cell: 30 juil. bbox=[1242, 379, 1300, 391]
notice-header bbox=[815, 1172, 1306, 1185]
notice-date: 16 juillet 1968 bbox=[1236, 857, 1306, 870]
notice-ref: N° 70 - 999 bbox=[1333, 917, 1388, 930]
notice-subtitle: (Groupes de cotation : D et 1 bbox=[1523, 1273, 1638, 1283]
table-cell: 1er juin - 14 juin bbox=[1061, 629, 1151, 641]
paragraph: Cotation : les actions Le Portefeuille-Investissements (1) sont maintenues provisoirement à la Cote en vue de faciliter les opérations d'échange. bbox=[1334, 277, 1827, 298]
table-cell: 28 juin bbox=[1141, 368, 1175, 379]
column-3 bbox=[1329, 213, 1832, 1932]
notice-subtitle: Compartiment de la cote 21 : Mines métalliques diverses et Commerce des minerais bbox=[1414, 702, 1747, 712]
notice-date: 30 juin 1970 bbox=[1245, 1009, 1306, 1021]
divider bbox=[294, 986, 792, 988]
notice-title: SOCIETE IMMOBILIERE ET FRIGORIFIQUE D'ARCACHON (S.I.F.A.) bbox=[1441, 935, 1720, 945]
column-2 bbox=[811, 213, 1310, 1932]
table-cell: 31 déc. bbox=[912, 606, 1061, 618]
table-cell: 30 août bbox=[1175, 391, 1242, 403]
table-cell: 23 fév. bbox=[1051, 321, 1140, 333]
